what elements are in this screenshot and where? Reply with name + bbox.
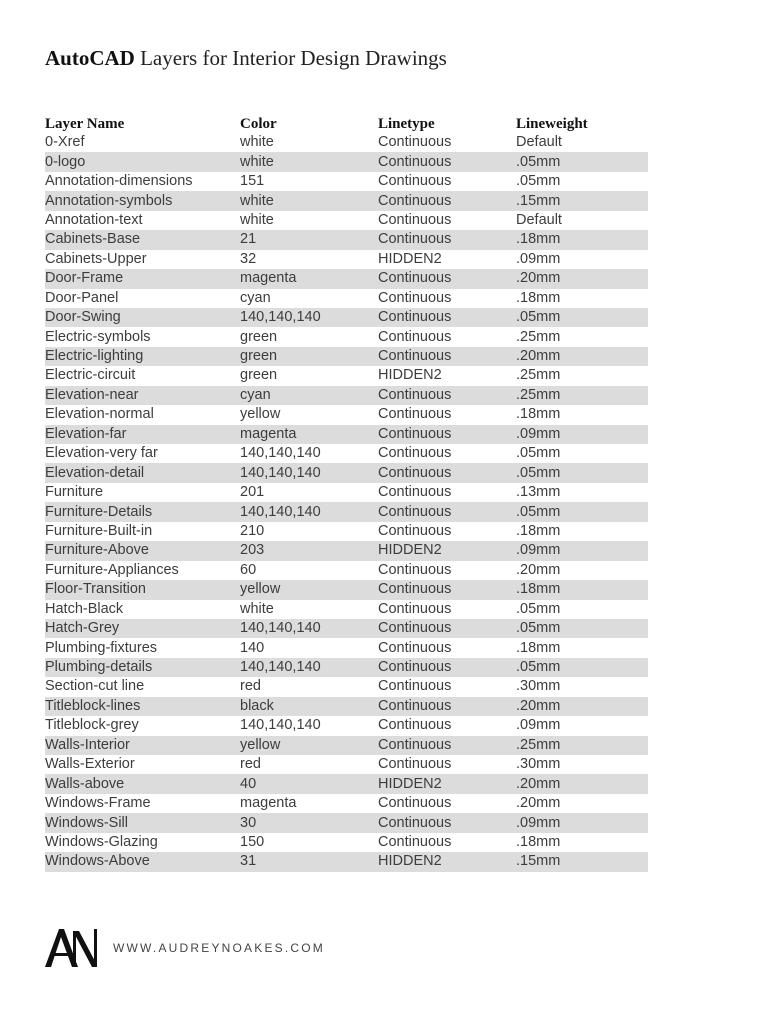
- color-cell: red: [240, 678, 261, 695]
- linetype-cell: Continuous: [378, 173, 452, 190]
- linetype-cell: Continuous: [378, 717, 452, 734]
- table-row: [45, 405, 648, 424]
- layer-name-cell: Electric-symbols: [45, 328, 151, 345]
- linetype-cell: HIDDEN2: [378, 852, 516, 871]
- table-row: [45, 133, 648, 152]
- lineweight-cell: .05mm: [516, 658, 648, 677]
- linetype-cell: Continuous: [378, 580, 516, 599]
- linetype-cell: Continuous: [378, 736, 516, 755]
- color-cell: white: [240, 134, 274, 151]
- layer-name-cell: Annotation-dimensions: [45, 173, 193, 190]
- lineweight-cell: .09mm: [516, 717, 561, 734]
- table-row: [45, 716, 648, 735]
- lineweight-cell: .05mm: [516, 173, 561, 190]
- table-row: [45, 172, 648, 191]
- lineweight-cell: .18mm: [516, 833, 561, 850]
- color-cell: 30: [240, 813, 378, 832]
- table-row: [45, 697, 648, 716]
- color-cell: 140,140,140: [240, 619, 378, 638]
- color-cell: 31: [240, 852, 378, 871]
- lineweight-cell: .18mm: [516, 289, 561, 306]
- layer-name-cell: Plumbing-fixtures: [45, 639, 158, 656]
- linetype-cell: Continuous: [378, 522, 452, 539]
- lineweight-cell: .05mm: [516, 463, 648, 482]
- color-cell: 203: [240, 541, 378, 560]
- linetype-cell: Continuous: [378, 386, 516, 405]
- layer-name-cell: Elevation-normal: [45, 406, 154, 423]
- linetype-cell: Continuous: [378, 833, 452, 850]
- lineweight-cell: .05mm: [516, 619, 648, 638]
- lineweight-cell: .09mm: [516, 425, 648, 444]
- layer-name-cell: Cabinets-Upper: [45, 250, 147, 267]
- table-row: [45, 580, 648, 599]
- lineweight-cell: .09mm: [516, 250, 561, 267]
- lineweight-cell: .18mm: [516, 406, 561, 423]
- layer-name-cell: Furniture-Appliances: [45, 561, 179, 578]
- table-row: [45, 833, 648, 852]
- layer-name-cell: Annotation-text: [45, 211, 143, 228]
- linetype-cell: HIDDEN2: [378, 250, 442, 267]
- layer-name-cell: Annotation-symbols: [45, 191, 240, 210]
- color-cell: 140,140,140: [240, 463, 378, 482]
- color-cell: 40: [240, 774, 378, 793]
- lineweight-cell: .05mm: [516, 502, 648, 521]
- lineweight-cell: .09mm: [516, 541, 648, 560]
- color-cell: magenta: [240, 795, 297, 812]
- layer-name-cell: Section-cut line: [45, 678, 145, 695]
- color-cell: white: [240, 211, 274, 228]
- layer-name-cell: Door-Frame: [45, 269, 240, 288]
- lineweight-cell: .30mm: [516, 756, 561, 773]
- linetype-cell: Continuous: [378, 561, 452, 578]
- linetype-cell: Continuous: [378, 756, 452, 773]
- color-cell: 140,140,140: [240, 658, 378, 677]
- title-bold: AutoCAD: [45, 46, 135, 70]
- layer-name-cell: Windows-Frame: [45, 795, 151, 812]
- lineweight-cell: .20mm: [516, 697, 648, 716]
- lineweight-cell: .25mm: [516, 386, 648, 405]
- linetype-cell: Continuous: [378, 269, 516, 288]
- lineweight-cell: Default: [516, 134, 562, 151]
- table-row: [45, 561, 648, 580]
- table-row: [45, 250, 648, 269]
- linetype-cell: Continuous: [378, 484, 452, 501]
- layer-name-cell: Windows-Above: [45, 852, 240, 871]
- header-linetype: Linetype: [378, 116, 435, 132]
- linetype-cell: HIDDEN2: [378, 367, 442, 384]
- table-row: [45, 736, 648, 755]
- color-cell: magenta: [240, 425, 378, 444]
- table-row: [45, 600, 648, 619]
- linetype-cell: Continuous: [378, 600, 452, 617]
- website-link[interactable]: WWW.AUDREYNOAKES.COM: [113, 941, 326, 955]
- layer-name-cell: Electric-circuit: [45, 367, 136, 384]
- lineweight-cell: .20mm: [516, 347, 648, 366]
- layer-name-cell: Furniture-Above: [45, 541, 240, 560]
- header-layer-name: Layer Name: [45, 116, 125, 132]
- layer-name-cell: Plumbing-details: [45, 658, 240, 677]
- linetype-cell: Continuous: [378, 347, 516, 366]
- linetype-cell: Continuous: [378, 191, 516, 210]
- linetype-cell: Continuous: [378, 697, 516, 716]
- lineweight-cell: .20mm: [516, 774, 648, 793]
- color-cell: green: [240, 347, 378, 366]
- color-cell: black: [240, 697, 378, 716]
- linetype-cell: Continuous: [378, 445, 452, 462]
- linetype-cell: Continuous: [378, 639, 452, 656]
- linetype-cell: HIDDEN2: [378, 774, 516, 793]
- layer-name-cell: Elevation-far: [45, 425, 240, 444]
- lineweight-cell: .25mm: [516, 328, 561, 345]
- layer-name-cell: Furniture: [45, 484, 104, 501]
- linetype-cell: Continuous: [378, 619, 516, 638]
- layer-name-cell: Hatch-Grey: [45, 619, 240, 638]
- table-row: [45, 327, 648, 346]
- layer-table: [45, 112, 648, 872]
- layer-name-cell: Cabinets-Base: [45, 230, 240, 249]
- table-row: [45, 347, 648, 366]
- color-cell: cyan: [240, 386, 378, 405]
- linetype-cell: Continuous: [378, 795, 452, 812]
- lineweight-cell: .25mm: [516, 367, 561, 384]
- table-row: [45, 852, 648, 871]
- lineweight-cell: .18mm: [516, 580, 648, 599]
- layer-name-cell: Windows-Glazing: [45, 833, 158, 850]
- table-row: [45, 152, 648, 171]
- layer-name-cell: Elevation-near: [45, 386, 240, 405]
- table-row: [45, 677, 648, 696]
- layer-name-cell: Door-Panel: [45, 289, 119, 306]
- page-title: [45, 46, 447, 71]
- table-row: [45, 463, 648, 482]
- header-lineweight: Lineweight: [516, 116, 588, 132]
- linetype-cell: Continuous: [378, 813, 516, 832]
- table-row: [45, 522, 648, 541]
- layer-name-cell: Hatch-Black: [45, 600, 124, 617]
- table-row: [45, 483, 648, 502]
- layer-name-cell: Elevation-very far: [45, 445, 158, 462]
- linetype-cell: Continuous: [378, 308, 516, 327]
- color-cell: red: [240, 756, 261, 773]
- table-row: [45, 774, 648, 793]
- table-row: [45, 289, 648, 308]
- color-cell: 140,140,140: [240, 717, 321, 734]
- linetype-cell: Continuous: [378, 289, 452, 306]
- table-row: [45, 191, 648, 210]
- table-row: [45, 308, 648, 327]
- lineweight-cell: .18mm: [516, 639, 561, 656]
- color-cell: 201: [240, 484, 265, 501]
- color-cell: 60: [240, 561, 257, 578]
- lineweight-cell: .25mm: [516, 736, 648, 755]
- table-row: [45, 269, 648, 288]
- table-row: [45, 386, 648, 405]
- layer-name-cell: Walls-Exterior: [45, 756, 135, 773]
- color-cell: 140,140,140: [240, 445, 321, 462]
- layer-name-cell: 0-logo: [45, 152, 240, 171]
- title-rest: Layers for Interior Design Drawings: [134, 46, 447, 70]
- color-cell: cyan: [240, 289, 271, 306]
- color-cell: 140: [240, 639, 265, 656]
- lineweight-cell: .05mm: [516, 600, 561, 617]
- color-cell: white: [240, 191, 378, 210]
- table-row: [45, 425, 648, 444]
- linetype-cell: Continuous: [378, 328, 452, 345]
- table-row: [45, 638, 648, 657]
- color-cell: yellow: [240, 580, 378, 599]
- linetype-cell: Continuous: [378, 678, 452, 695]
- table-row: [45, 502, 648, 521]
- color-cell: yellow: [240, 406, 281, 423]
- color-cell: 151: [240, 173, 265, 190]
- table-row: [45, 619, 648, 638]
- linetype-cell: HIDDEN2: [378, 541, 516, 560]
- table-row: [45, 794, 648, 813]
- layer-name-cell: Furniture-Built-in: [45, 522, 153, 539]
- linetype-cell: Continuous: [378, 211, 452, 228]
- lineweight-cell: .05mm: [516, 308, 648, 327]
- table-row: [45, 444, 648, 463]
- color-cell: white: [240, 152, 378, 171]
- color-cell: yellow: [240, 736, 378, 755]
- layer-name-cell: Door-Swing: [45, 308, 240, 327]
- layer-name-cell: Electric-lighting: [45, 347, 240, 366]
- lineweight-cell: .05mm: [516, 152, 648, 171]
- color-cell: 140,140,140: [240, 502, 378, 521]
- color-cell: 32: [240, 250, 257, 267]
- lineweight-cell: .18mm: [516, 522, 561, 539]
- table-header-row: [45, 112, 648, 133]
- layer-name-cell: Elevation-detail: [45, 463, 240, 482]
- linetype-cell: Continuous: [378, 425, 516, 444]
- lineweight-cell: .15mm: [516, 191, 648, 210]
- lineweight-cell: .20mm: [516, 795, 561, 812]
- table-row: [45, 211, 648, 230]
- table-row: [45, 755, 648, 774]
- color-cell: 21: [240, 230, 378, 249]
- linetype-cell: Continuous: [378, 134, 452, 151]
- table-row: [45, 230, 648, 249]
- header-color: Color: [240, 116, 277, 132]
- table-row: [45, 541, 648, 560]
- linetype-cell: Continuous: [378, 230, 516, 249]
- linetype-cell: Continuous: [378, 502, 516, 521]
- lineweight-cell: .15mm: [516, 852, 648, 871]
- layer-name-cell: 0-Xref: [45, 134, 85, 151]
- linetype-cell: Continuous: [378, 463, 516, 482]
- lineweight-cell: .30mm: [516, 678, 561, 695]
- layer-name-cell: Walls-Interior: [45, 736, 240, 755]
- color-cell: magenta: [240, 269, 378, 288]
- layer-name-cell: Furniture-Details: [45, 502, 240, 521]
- linetype-cell: Continuous: [378, 152, 516, 171]
- color-cell: 150: [240, 833, 265, 850]
- lineweight-cell: .05mm: [516, 445, 561, 462]
- layer-name-cell: Titleblock-lines: [45, 697, 240, 716]
- layer-name-cell: Windows-Sill: [45, 813, 240, 832]
- color-cell: 210: [240, 522, 265, 539]
- color-cell: green: [240, 328, 278, 345]
- linetype-cell: Continuous: [378, 658, 516, 677]
- layer-name-cell: Floor-Transition: [45, 580, 240, 599]
- linetype-cell: Continuous: [378, 406, 452, 423]
- layer-name-cell: Titleblock-grey: [45, 717, 139, 734]
- lineweight-cell: .09mm: [516, 813, 648, 832]
- lineweight-cell: .20mm: [516, 561, 561, 578]
- layer-name-cell: Walls-above: [45, 774, 240, 793]
- an-logo: [45, 929, 99, 967]
- table-row: [45, 366, 648, 385]
- table-row: [45, 658, 648, 677]
- color-cell: 140,140,140: [240, 308, 378, 327]
- table-row: [45, 813, 648, 832]
- lineweight-cell: .20mm: [516, 269, 648, 288]
- lineweight-cell: Default: [516, 211, 562, 228]
- lineweight-cell: .13mm: [516, 484, 561, 501]
- color-cell: white: [240, 600, 274, 617]
- color-cell: green: [240, 367, 278, 384]
- lineweight-cell: .18mm: [516, 230, 648, 249]
